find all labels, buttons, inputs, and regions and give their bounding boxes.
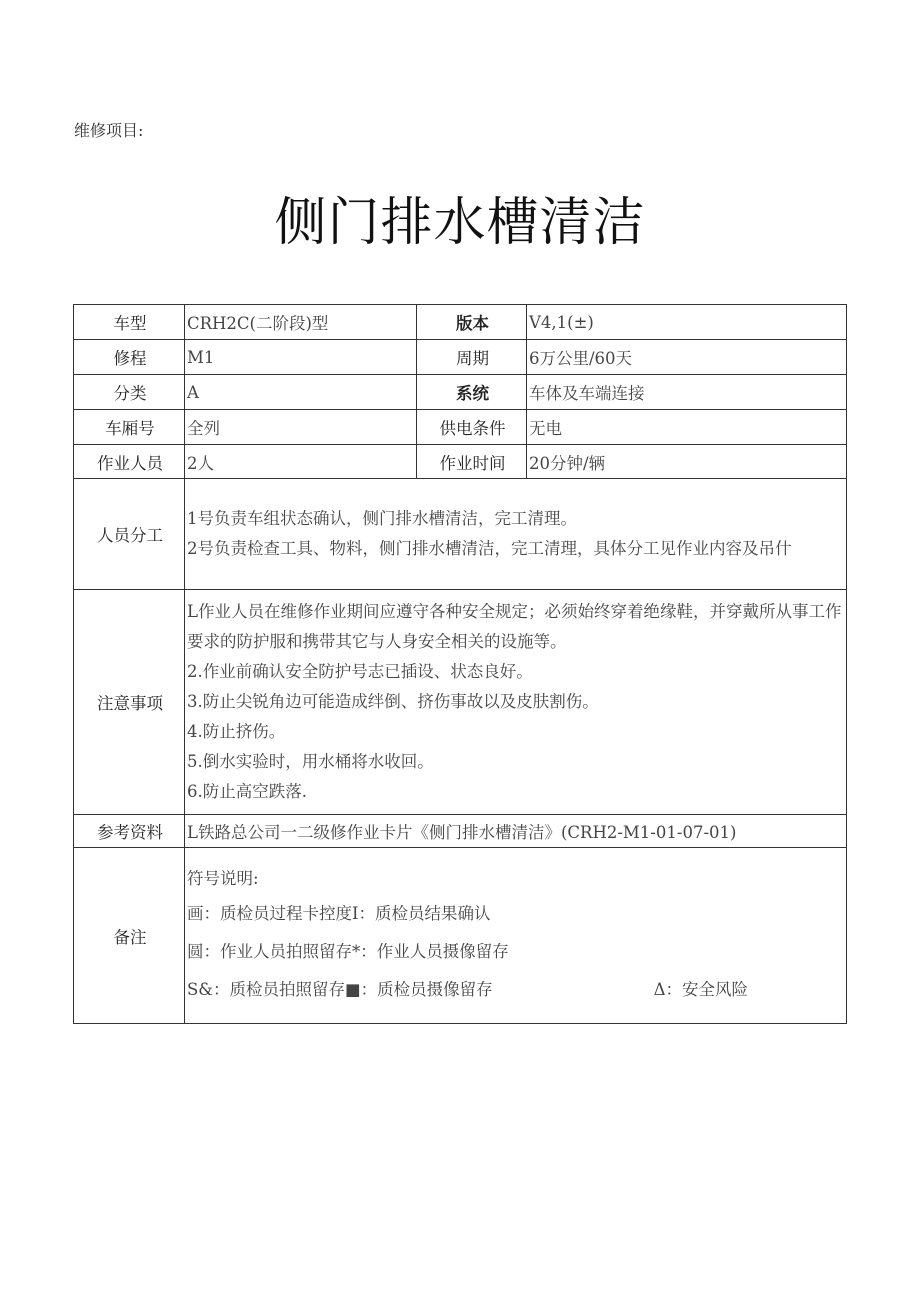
repair-level-value: M1	[185, 340, 417, 375]
repair-level-label: 修程	[74, 340, 185, 375]
division-row	[74, 479, 847, 590]
work-time-value: 20分钟/辆	[527, 445, 847, 479]
system-label: 系统	[417, 375, 527, 410]
project-label: 维修项目:	[74, 121, 144, 140]
division-line-2: 2号负责检查工具、物料，侧门排水槽清洁，完工清理，具体分工见作业内容及吊什	[187, 539, 792, 558]
division-line-1: 1号负责车组状态确认，侧门排水槽清洁，完工清理。	[187, 509, 577, 528]
model-value: CRH2C(二阶段)型	[185, 305, 417, 340]
symbol-legend-line-3-text: S&：质检员拍照留存■：质检员摄像留存	[187, 979, 493, 999]
reference-label: 参考资料	[74, 815, 185, 848]
system-value: 车体及车端连接	[527, 375, 847, 410]
notes-line-3: 3.防止尖锐角边可能造成绊倒、挤伤事故以及皮肤割伤。	[187, 692, 599, 711]
remarks-row	[74, 848, 847, 1024]
notes-line-5: 5.倒水实验时，用水桶将水收回。	[187, 752, 434, 771]
power-condition-value: 无电	[527, 410, 847, 445]
category-label: 分类	[74, 375, 185, 410]
info-row-staff	[74, 445, 847, 479]
reference-row	[74, 815, 847, 848]
info-row-model	[74, 305, 847, 340]
staff-label: 作业人员	[74, 445, 185, 479]
safety-risk-legend: Δ：安全风险	[653, 979, 748, 999]
notes-label: 注意事项	[74, 590, 185, 815]
symbol-legend-line-1: 画：质检员过程卡控度I：质检员结果确认	[187, 903, 491, 923]
notes-line-4: 4.防止挤伤。	[187, 722, 286, 741]
version-value: V4,1(±)	[527, 305, 847, 340]
car-number-label: 车厢号	[74, 410, 185, 445]
symbol-legend-line-3	[187, 971, 846, 1009]
remarks-content	[185, 848, 847, 1024]
power-condition-label: 供电条件	[417, 410, 527, 445]
symbol-legend-line-2: 圆：作业人员拍照留存*：作业人员摄像留存	[187, 941, 509, 961]
notes-content	[185, 590, 847, 815]
reference-text: L铁路总公司一二级修作业卡片《侧门排水槽清洁》(CRH2-M1-01-07-01)	[185, 815, 847, 848]
page-title: 侧门排水槽清洁	[274, 193, 646, 253]
staff-value: 2人	[185, 445, 417, 479]
division-label: 人员分工	[74, 479, 185, 590]
notes-row	[74, 590, 847, 815]
notes-line-1: L作业人员在维修作业期间应遵守各种安全规定；必须始终穿着绝缘鞋，并穿戴所从事工作要求的防护服和携带其它与人身安全相关的设施等。	[187, 602, 842, 651]
model-label: 车型	[74, 305, 185, 340]
info-row-category	[74, 375, 847, 410]
category-value: A	[185, 375, 417, 410]
info-row-repair	[74, 340, 847, 375]
cycle-label: 周期	[417, 340, 527, 375]
cycle-value: 6万公里/60天	[527, 340, 847, 375]
division-content	[185, 479, 847, 590]
remarks-label: 备注	[74, 848, 185, 1024]
version-label: 版本	[417, 305, 527, 340]
info-row-car	[74, 410, 847, 445]
car-number-value: 全列	[185, 410, 417, 445]
work-time-label: 作业时间	[417, 445, 527, 479]
work-card-table	[73, 304, 847, 1024]
notes-line-6: 6.防止高空跌落.	[187, 782, 307, 801]
symbol-legend-heading: 符号说明:	[187, 868, 259, 888]
notes-line-2: 2.作业前确认安全防护号志已插设、状态良好。	[187, 662, 533, 681]
